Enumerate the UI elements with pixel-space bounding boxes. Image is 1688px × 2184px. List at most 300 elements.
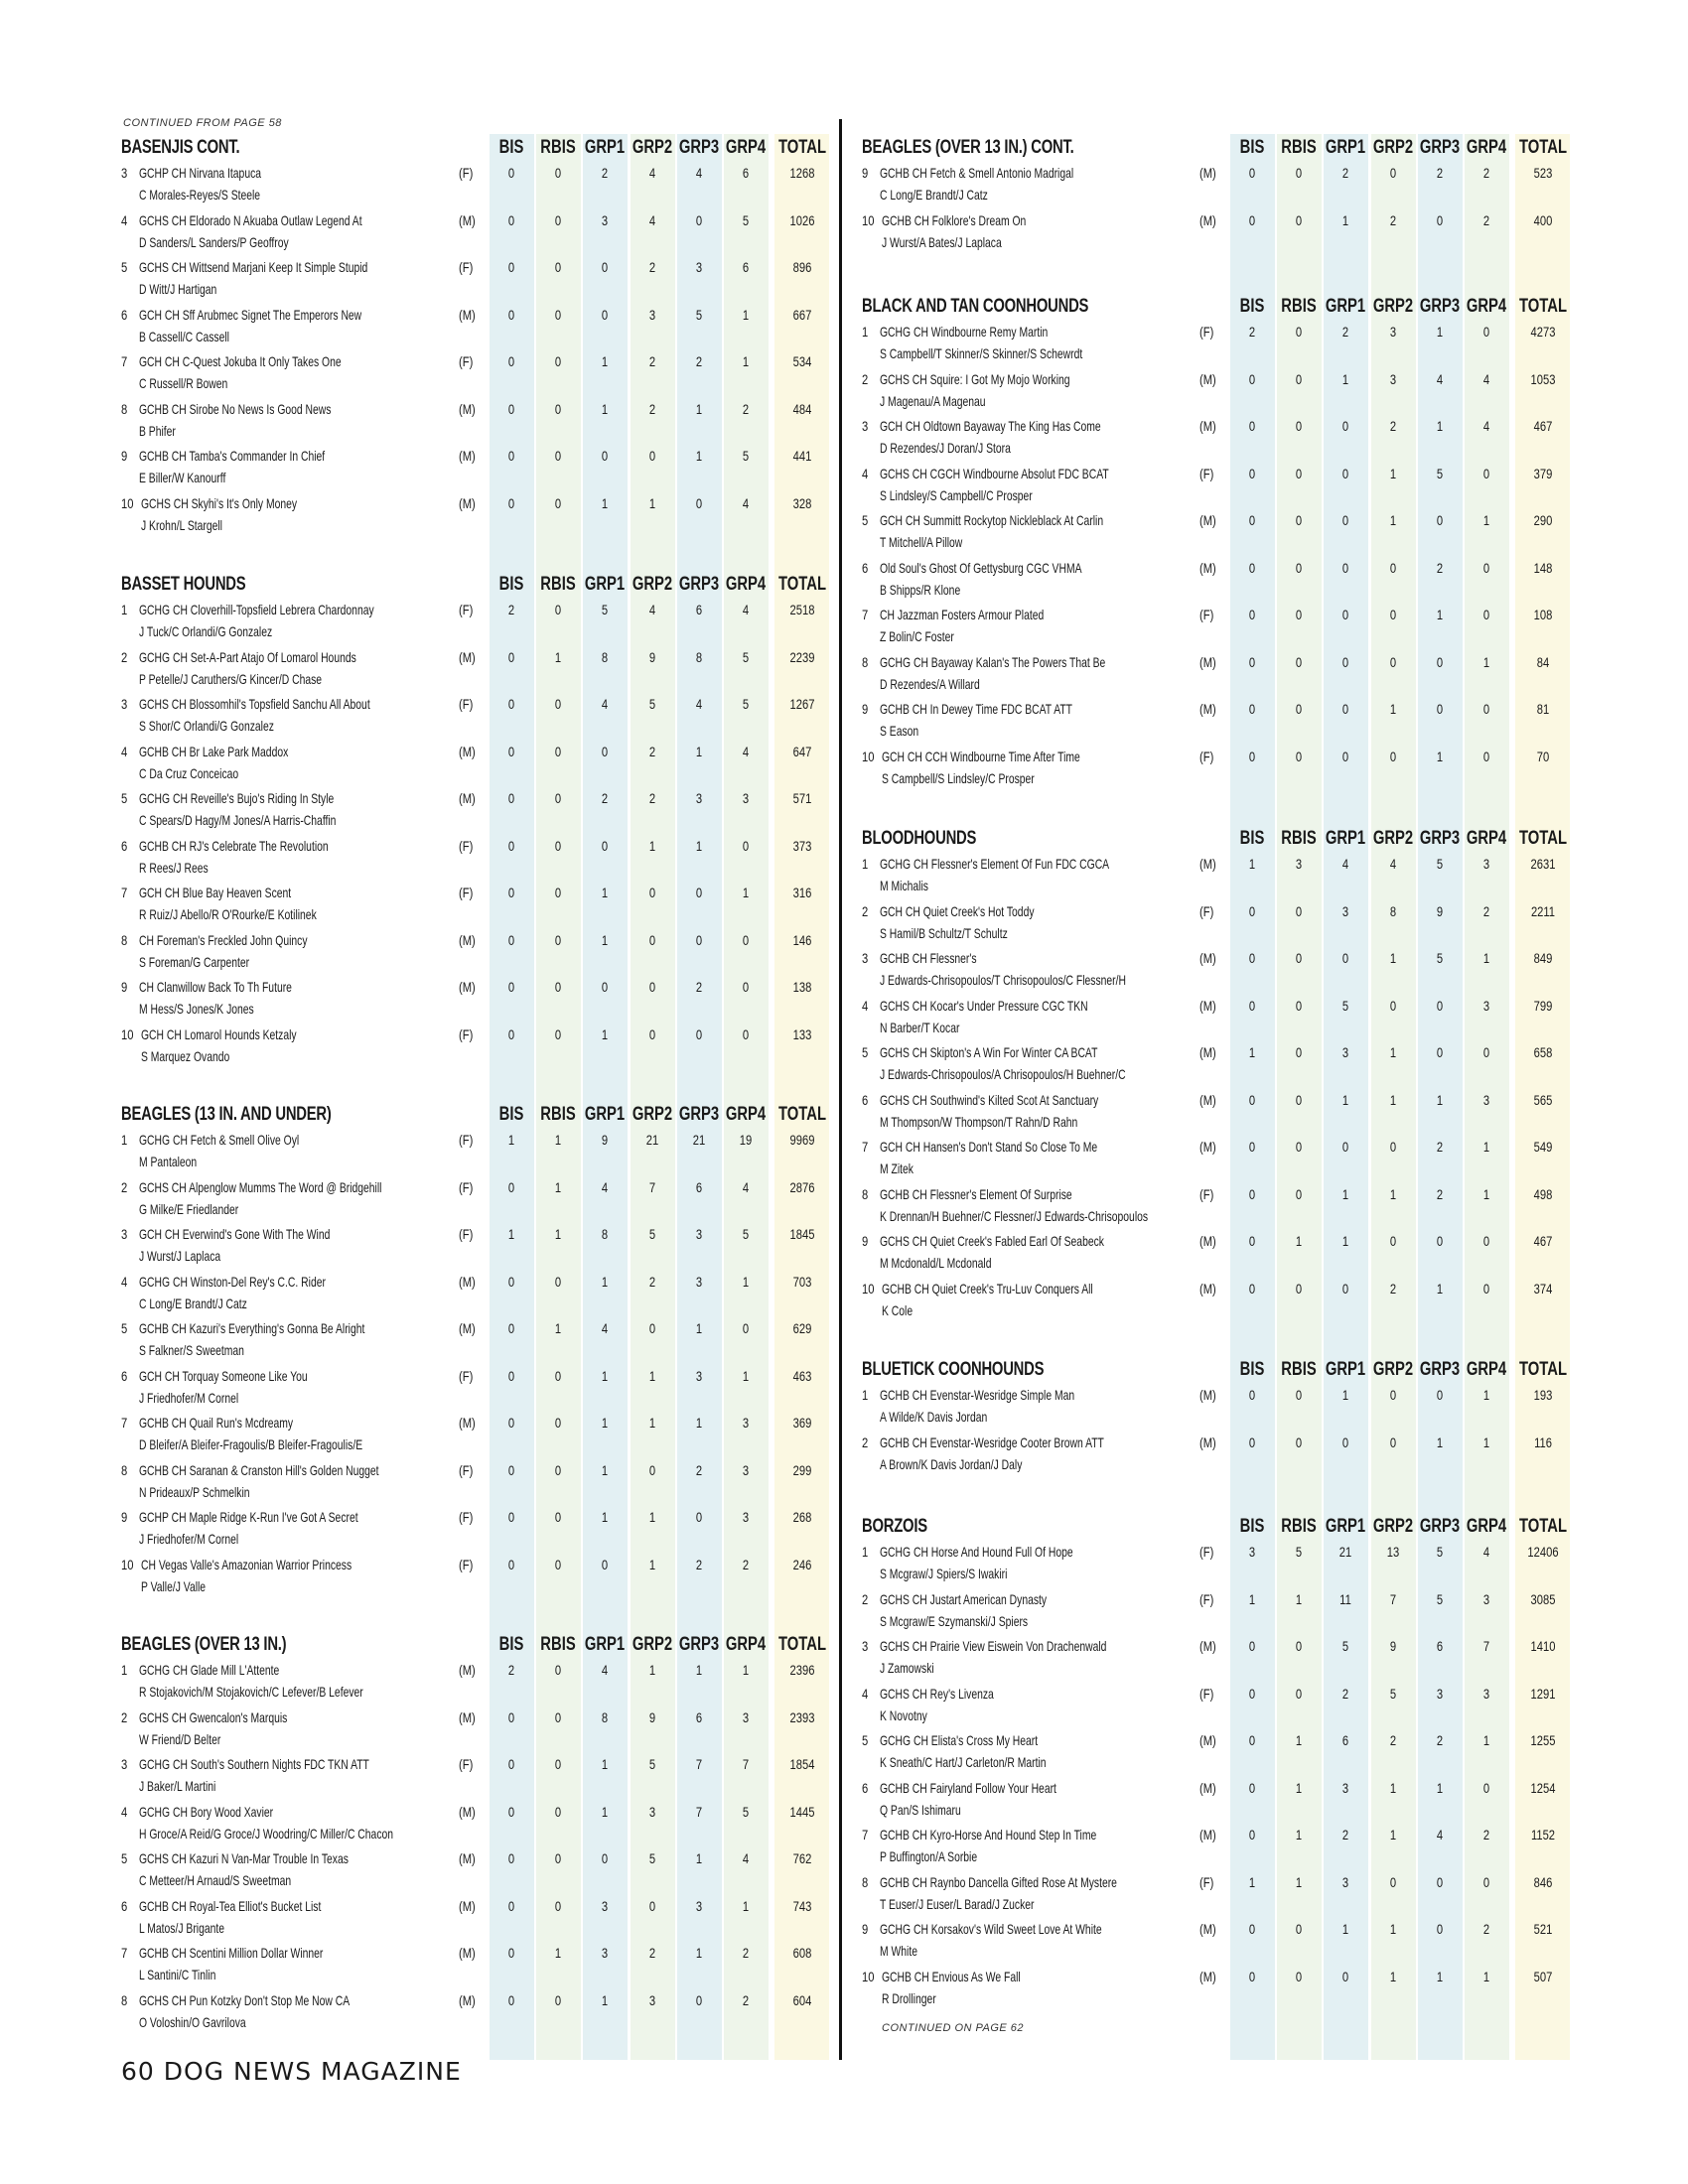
stat-grp3: 0 xyxy=(1436,1921,1444,1937)
rank-number: 10 xyxy=(862,1280,875,1297)
stat-grp1: 5 xyxy=(601,602,609,617)
stat-grp4: 2 xyxy=(1482,1827,1490,1843)
stat-total: 1845 xyxy=(789,1226,815,1242)
ranking-row xyxy=(862,371,1597,419)
stat-grp4: 3 xyxy=(742,1509,750,1525)
stat-grp2: 2 xyxy=(1389,1280,1397,1297)
stat-grp2: 0 xyxy=(1389,1233,1397,1249)
column-header-total: TOTAL xyxy=(1518,137,1568,158)
stat-total: 2631 xyxy=(1530,856,1556,872)
dog-name: GCH CH Blue Bay Heaven Scent xyxy=(139,885,292,900)
stat-grp1: 3 xyxy=(1341,1873,1349,1890)
stat-grp2: 0 xyxy=(1389,748,1397,764)
column-header-grp1: GRP1 xyxy=(584,137,626,158)
stat-grp2: 8 xyxy=(1389,902,1397,919)
owner-names: C Morales-Reyes/S Steele xyxy=(139,187,261,203)
rank-number: 2 xyxy=(862,1433,869,1450)
column-header-grp3: GRP3 xyxy=(678,1104,720,1125)
stat-grp1: 0 xyxy=(1341,748,1349,764)
stat-rbis: 0 xyxy=(1295,1433,1303,1450)
column-header-grp1: GRP1 xyxy=(1325,137,1366,158)
stat-total: 1410 xyxy=(1530,1638,1556,1654)
stat-grp1: 11 xyxy=(1339,1590,1351,1607)
dog-name: GCH CH Oldtown Bayaway The King Has Come xyxy=(880,418,1101,434)
stat-grp1: 3 xyxy=(601,1945,609,1961)
stat-total: 1255 xyxy=(1530,1732,1556,1748)
stat-grp3: 1 xyxy=(695,743,703,759)
stat-grp3: 0 xyxy=(1436,701,1444,717)
stat-total: 799 xyxy=(1533,997,1553,1014)
stat-rbis: 0 xyxy=(1295,748,1303,764)
stat-grp1: 1 xyxy=(601,1415,609,1431)
stat-grp2: 3 xyxy=(1389,324,1397,340)
stat-total: 1854 xyxy=(789,1756,815,1772)
owner-names: M Zitek xyxy=(880,1160,914,1176)
column-header-grp1: GRP1 xyxy=(1325,1359,1366,1380)
stat-grp2: 0 xyxy=(1389,997,1397,1014)
stat-grp2: 3 xyxy=(1389,370,1397,387)
stat-grp1: 1 xyxy=(601,931,609,948)
owner-names: N Prideaux/P Schmelkin xyxy=(139,1483,250,1500)
rank-number: 4 xyxy=(121,1273,128,1290)
stat-grp3: 4 xyxy=(1436,370,1444,387)
stat-grp4: 5 xyxy=(742,648,750,665)
rank-number: 2 xyxy=(121,1708,128,1725)
dog-name: GCHS CH Skipton's A Win For Winter CA BCAT xyxy=(880,1044,1098,1060)
rank-number: 4 xyxy=(121,743,128,759)
dog-name: GCHS CH Blossomhil's Topsfield Sanchu All About xyxy=(139,696,370,712)
ranking-row xyxy=(121,1662,856,1709)
dog-name: GCHB CH Scentini Million Dollar Winner xyxy=(139,1945,324,1961)
stat-bis: 0 xyxy=(507,353,515,369)
stat-grp3: 8 xyxy=(695,648,703,665)
stat-total: 4273 xyxy=(1530,324,1556,340)
stat-grp2: 3 xyxy=(648,1991,656,2008)
ranking-row xyxy=(862,903,1597,951)
stat-grp4: 1 xyxy=(1482,950,1490,966)
rank-number: 3 xyxy=(862,1638,869,1654)
rank-number: 10 xyxy=(121,494,134,511)
stat-bis: 0 xyxy=(1248,748,1256,764)
stat-grp3: 5 xyxy=(1436,950,1444,966)
column-header-bis: BIS xyxy=(1239,137,1265,158)
ranking-row xyxy=(862,701,1597,749)
stat-grp2: 0 xyxy=(648,1461,656,1478)
owner-names: S Campbell/S Lindsley/C Prosper xyxy=(882,769,1035,786)
sex-indicator: (F) xyxy=(459,165,474,181)
sex-indicator: (M) xyxy=(459,743,476,759)
ranking-row xyxy=(121,1709,856,1757)
stat-grp3: 1 xyxy=(695,1320,703,1336)
stat-grp4: 2 xyxy=(1482,1921,1490,1937)
stat-grp3: 2 xyxy=(695,1461,703,1478)
sex-indicator: (F) xyxy=(1199,1590,1214,1607)
stat-bis: 0 xyxy=(507,1756,515,1772)
stat-grp4: 3 xyxy=(1482,1091,1490,1108)
ranking-row xyxy=(862,1591,1597,1639)
stat-grp3: 7 xyxy=(695,1803,703,1820)
stat-grp3: 5 xyxy=(1436,1590,1444,1607)
stat-grp3: 3 xyxy=(695,1897,703,1914)
stat-grp3: 6 xyxy=(1436,1638,1444,1654)
owner-names: D Sanders/L Sanders/P Geoffroy xyxy=(139,233,289,250)
ranking-row xyxy=(121,1462,856,1510)
rank-number: 8 xyxy=(121,931,128,948)
stat-total: 521 xyxy=(1533,1921,1553,1937)
stat-bis: 0 xyxy=(1248,1233,1256,1249)
owner-names: M Michalis xyxy=(880,878,928,893)
stat-grp2: 5 xyxy=(648,696,656,712)
rank-number: 9 xyxy=(862,165,869,181)
section-title: BEAGLES (OVER 13 IN.) CONT. xyxy=(862,137,1074,158)
stat-grp3: 4 xyxy=(1436,1827,1444,1843)
stat-grp2: 5 xyxy=(648,1756,656,1772)
stat-grp1: 5 xyxy=(1341,997,1349,1014)
dog-name: GCHS CH Gwencalon's Marquis xyxy=(139,1708,288,1725)
owner-names: E Biller/W Kanourff xyxy=(139,470,226,485)
rank-number: 7 xyxy=(121,353,128,369)
column-header-total: TOTAL xyxy=(777,574,827,595)
stat-grp1: 0 xyxy=(1341,1968,1349,1984)
stat-grp2: 0 xyxy=(648,885,656,900)
sex-indicator: (M) xyxy=(459,1708,476,1725)
stat-grp2: 1 xyxy=(1389,1185,1397,1202)
sex-indicator: (F) xyxy=(459,259,474,275)
stat-bis: 0 xyxy=(507,743,515,759)
column-header-total: TOTAL xyxy=(1518,296,1568,317)
ranking-row xyxy=(862,1686,1597,1733)
stat-total: 299 xyxy=(792,1461,812,1478)
stat-bis: 0 xyxy=(1248,465,1256,481)
rank-number: 9 xyxy=(862,1233,869,1249)
sex-indicator: (M) xyxy=(459,979,476,995)
stat-grp2: 1 xyxy=(648,494,656,511)
dog-name: GCHB CH Kyro-Horse And Hound Step In Time xyxy=(880,1827,1097,1843)
owner-names: S Shor/C Orlandi/G Gonzalez xyxy=(139,718,274,734)
owner-names: T Euser/J Euser/L Barad/J Zucker xyxy=(880,1895,1035,1912)
stat-grp4: 1 xyxy=(742,1662,750,1678)
stat-grp4: 1 xyxy=(1482,1732,1490,1748)
sex-indicator: (M) xyxy=(459,1945,476,1961)
dog-name: GCHP CH Nirvana Itapuca xyxy=(139,165,262,181)
stat-grp4: 2 xyxy=(742,1945,750,1961)
stat-total: 896 xyxy=(792,259,812,275)
ranking-row xyxy=(862,1732,1597,1780)
dog-name: GCHB CH Flessner's xyxy=(880,950,977,966)
dog-name: GCHS CH Eldorado N Akuaba Outlaw Legend At xyxy=(139,211,362,228)
ranking-row xyxy=(121,448,856,495)
sex-indicator: (M) xyxy=(1199,1732,1216,1748)
stat-rbis: 0 xyxy=(554,1803,562,1820)
stat-bis: 0 xyxy=(507,1991,515,2008)
stat-grp3: 0 xyxy=(1436,997,1444,1014)
stat-grp4: 3 xyxy=(742,1461,750,1478)
owner-names: P Buffington/A Sorbie xyxy=(880,1848,978,1864)
dog-name: GCHG CH Reveille's Bujo's Riding In Style xyxy=(139,790,335,806)
ranking-row xyxy=(121,1756,856,1804)
owner-names: J Krohn/L Stargell xyxy=(141,516,222,533)
stat-grp2: 21 xyxy=(645,1132,659,1148)
stat-grp3: 2 xyxy=(695,353,703,369)
stat-total: 1268 xyxy=(789,165,815,181)
owner-names: J Edwards-Chrisopoulos/T Chrisopoulos/C Flessner/H xyxy=(880,972,1126,988)
stat-rbis: 0 xyxy=(1295,211,1303,228)
dog-name: GCHB CH Kazuri's Everything's Gonna Be Alright xyxy=(139,1320,365,1336)
stat-grp1: 0 xyxy=(1341,1139,1349,1155)
dog-name: GCHS CH Justart American Dynasty xyxy=(880,1590,1048,1607)
stat-rbis: 0 xyxy=(554,259,562,275)
owner-names: J Friedhofer/M Cornel xyxy=(139,1531,239,1547)
stat-grp4: 0 xyxy=(1482,465,1490,481)
stat-grp1: 8 xyxy=(601,1226,609,1242)
stat-grp4: 4 xyxy=(1482,370,1490,387)
stat-grp4: 0 xyxy=(742,837,750,854)
stat-grp1: 0 xyxy=(601,837,609,854)
stat-rbis: 0 xyxy=(554,1756,562,1772)
stat-grp2: 4 xyxy=(1389,856,1397,872)
stat-total: 604 xyxy=(792,1991,812,2008)
owner-names: W Friend/D Belter xyxy=(139,1730,221,1747)
sex-indicator: (F) xyxy=(459,1756,474,1772)
owner-names: M Mcdonald/L Mcdonald xyxy=(880,1255,992,1271)
stat-grp4: 1 xyxy=(1482,1139,1490,1155)
stat-total: 146 xyxy=(792,931,812,948)
stat-total: 246 xyxy=(792,1556,812,1572)
stat-rbis: 1 xyxy=(1295,1590,1303,1607)
rank-number: 3 xyxy=(862,418,869,434)
rank-number: 5 xyxy=(121,790,128,806)
owner-names: B Cassell/C Cassell xyxy=(139,328,229,344)
column-divider xyxy=(839,119,842,2060)
breed-section xyxy=(862,1514,1597,2015)
stat-grp3: 1 xyxy=(1436,748,1444,764)
dog-name: GCH CH Torquay Someone Like You xyxy=(139,1367,308,1384)
stat-grp3: 1 xyxy=(1436,1280,1444,1297)
stat-grp3: 1 xyxy=(1436,1091,1444,1108)
stat-bis: 0 xyxy=(507,1367,515,1384)
stat-grp4: 1 xyxy=(1482,653,1490,670)
sex-indicator: (M) xyxy=(1199,856,1216,872)
stat-grp2: 0 xyxy=(648,1897,656,1914)
owner-names: J Baker/L Martini xyxy=(139,1778,216,1794)
stat-grp3: 1 xyxy=(695,1945,703,1961)
rank-number: 5 xyxy=(121,259,128,275)
sex-indicator: (F) xyxy=(459,885,474,900)
stat-grp1: 0 xyxy=(1341,653,1349,670)
stat-bis: 0 xyxy=(507,165,515,181)
stat-total: 1267 xyxy=(789,696,815,712)
stat-grp2: 0 xyxy=(1389,1139,1397,1155)
column-header-rbis: RBIS xyxy=(540,1634,576,1655)
breed-section xyxy=(862,135,1597,259)
ranking-row xyxy=(862,749,1597,796)
sex-indicator: (M) xyxy=(459,1273,476,1290)
stat-grp1: 5 xyxy=(1341,1638,1349,1654)
owner-names: D Rezendes/A Willard xyxy=(880,675,980,692)
stat-grp4: 5 xyxy=(742,696,750,712)
stat-grp1: 1 xyxy=(1341,370,1349,387)
ranking-row xyxy=(121,307,856,354)
ranking-row xyxy=(862,324,1597,371)
owner-names: A Wilde/K Davis Jordan xyxy=(880,1409,988,1425)
owner-names: J Friedhofer/M Cornel xyxy=(139,1389,239,1406)
owner-names: D Rezendes/J Doran/J Stora xyxy=(880,440,1011,456)
stat-total: 328 xyxy=(792,494,812,511)
sex-indicator: (M) xyxy=(1199,512,1216,528)
rank-number: 2 xyxy=(862,370,869,387)
stat-rbis: 0 xyxy=(1295,653,1303,670)
stat-grp4: 4 xyxy=(742,1178,750,1195)
rank-number: 2 xyxy=(121,1178,128,1195)
stat-grp3: 1 xyxy=(1436,607,1444,622)
stat-rbis: 0 xyxy=(554,602,562,617)
dog-name: GCHG CH Bayaway Kalan's The Powers That Be xyxy=(880,653,1106,670)
ranking-row xyxy=(862,1434,1597,1482)
dog-name: GCHG CH Glade Mill L'Attente xyxy=(139,1662,280,1678)
sex-indicator: (M) xyxy=(1199,418,1216,434)
stat-total: 849 xyxy=(1533,950,1553,966)
stat-total: 373 xyxy=(792,837,812,854)
section-title: BLUETICK COONHOUNDS xyxy=(862,1359,1045,1380)
rank-number: 7 xyxy=(862,1827,869,1843)
stat-grp1: 3 xyxy=(601,211,609,228)
stat-grp2: 1 xyxy=(1389,1044,1397,1060)
stat-grp2: 0 xyxy=(1389,165,1397,181)
ranking-row xyxy=(121,838,856,886)
stat-grp1: 0 xyxy=(601,306,609,323)
stat-bis: 0 xyxy=(507,1708,515,1725)
stat-grp2: 2 xyxy=(648,1273,656,1290)
stat-grp2: 2 xyxy=(648,1945,656,1961)
stat-grp4: 3 xyxy=(742,790,750,806)
stat-grp4: 2 xyxy=(1482,165,1490,181)
sex-indicator: (M) xyxy=(1199,1968,1216,1984)
sex-indicator: (M) xyxy=(1199,1921,1216,1937)
stat-bis: 0 xyxy=(1248,701,1256,717)
stat-bis: 0 xyxy=(507,1461,515,1478)
stat-bis: 0 xyxy=(507,1556,515,1572)
owner-names: T Mitchell/A Pillow xyxy=(880,534,963,550)
column-header-grp3: GRP3 xyxy=(1419,828,1461,849)
stat-grp2: 0 xyxy=(648,1025,656,1042)
stat-grp3: 2 xyxy=(1436,1732,1444,1748)
dog-name: GCH CH Lomarol Hounds Ketzaly xyxy=(141,1025,297,1042)
ranking-row xyxy=(121,1898,856,1946)
stat-bis: 0 xyxy=(507,696,515,712)
stat-grp1: 0 xyxy=(601,743,609,759)
stat-grp4: 7 xyxy=(1482,1638,1490,1654)
column-header-grp2: GRP2 xyxy=(632,1104,673,1125)
column-header-total: TOTAL xyxy=(777,1104,827,1125)
sex-indicator: (M) xyxy=(1199,1387,1216,1403)
stat-grp1: 4 xyxy=(601,1662,609,1678)
sex-indicator: (F) xyxy=(459,1461,474,1478)
ranking-row xyxy=(862,1044,1597,1092)
continued-on-note: CONTINUED ON PAGE 62 xyxy=(882,2022,1025,2034)
dog-name: GCHB CH Folklore's Dream On xyxy=(882,211,1027,228)
stat-grp1: 2 xyxy=(1341,324,1349,340)
ranking-row xyxy=(121,1557,856,1604)
ranking-row xyxy=(121,1179,856,1227)
stat-rbis: 0 xyxy=(554,494,562,511)
column-header-grp4: GRP4 xyxy=(1466,828,1507,849)
rank-number: 3 xyxy=(121,1226,128,1242)
stat-grp4: 4 xyxy=(742,743,750,759)
ranking-row xyxy=(121,979,856,1026)
stat-total: 138 xyxy=(792,979,812,995)
sex-indicator: (M) xyxy=(1199,701,1216,717)
stat-rbis: 0 xyxy=(554,696,562,712)
stat-total: 379 xyxy=(1533,465,1553,481)
stat-grp4: 5 xyxy=(742,1226,750,1242)
owner-names: J Edwards-Chrisopoulos/A Chrisopoulos/H Buehner/C xyxy=(880,1066,1126,1082)
owner-names: L Santini/C Tinlin xyxy=(139,1967,216,1982)
section-header xyxy=(121,1632,856,1662)
stat-bis: 0 xyxy=(507,1509,515,1525)
stat-total: 762 xyxy=(792,1850,812,1866)
column-header-grp4: GRP4 xyxy=(1466,296,1507,317)
owner-names: J Magenau/A Magenau xyxy=(880,392,986,409)
rank-number: 6 xyxy=(121,1367,128,1384)
ranking-row xyxy=(862,1139,1597,1186)
column-header-grp4: GRP4 xyxy=(1466,1359,1507,1380)
column-header-grp3: GRP3 xyxy=(678,137,720,158)
ranking-row xyxy=(121,1945,856,1992)
section-title: BASSET HOUNDS xyxy=(121,574,246,595)
dog-name: GCHS CH Squire: I Got My Mojo Working xyxy=(880,370,1070,387)
stat-bis: 2 xyxy=(507,602,515,617)
column-header-grp1: GRP1 xyxy=(584,1104,626,1125)
sex-indicator: (F) xyxy=(459,1556,474,1572)
stat-grp2: 1 xyxy=(1389,1921,1397,1937)
stat-rbis: 0 xyxy=(1295,902,1303,919)
stat-rbis: 0 xyxy=(1295,701,1303,717)
sex-indicator: (M) xyxy=(1199,950,1216,966)
stat-rbis: 0 xyxy=(1295,1968,1303,1984)
ranking-row xyxy=(121,790,856,838)
stat-rbis: 0 xyxy=(1295,1280,1303,1297)
section-title: BEAGLES (OVER 13 IN.) xyxy=(121,1634,287,1655)
dog-name: GCHB CH Sirobe No News Is Good News xyxy=(139,400,332,417)
stat-grp1: 3 xyxy=(1341,902,1349,919)
column-header-grp1: GRP1 xyxy=(1325,1516,1366,1537)
stat-grp4: 0 xyxy=(1482,748,1490,764)
ranking-row xyxy=(862,607,1597,654)
ranking-row xyxy=(862,512,1597,560)
stat-bis: 0 xyxy=(507,648,515,665)
stat-rbis: 0 xyxy=(1295,165,1303,181)
owner-names: J Tuck/C Orlandi/G Gonzalez xyxy=(139,623,273,639)
stat-grp2: 5 xyxy=(648,1226,656,1242)
rank-number: 5 xyxy=(121,1320,128,1336)
dog-name: GCHB CH Royal-Tea Elliot's Bucket List xyxy=(139,1897,322,1914)
stat-grp3: 7 xyxy=(695,1756,703,1772)
stat-rbis: 0 xyxy=(1295,1387,1303,1403)
ranking-row xyxy=(121,259,856,307)
stat-grp3: 2 xyxy=(1436,1139,1444,1155)
stat-bis: 0 xyxy=(1248,653,1256,670)
stat-grp1: 2 xyxy=(1341,165,1349,181)
column-header-rbis: RBIS xyxy=(1281,828,1317,849)
rank-number: 2 xyxy=(862,902,869,919)
stat-grp3: 0 xyxy=(1436,1044,1444,1060)
ranking-row xyxy=(121,1274,856,1321)
sex-indicator: (M) xyxy=(459,1320,476,1336)
stat-grp2: 9 xyxy=(648,648,656,665)
stat-rbis: 0 xyxy=(1295,512,1303,528)
column-header-grp3: GRP3 xyxy=(678,574,720,595)
stat-bis: 0 xyxy=(1248,1732,1256,1748)
